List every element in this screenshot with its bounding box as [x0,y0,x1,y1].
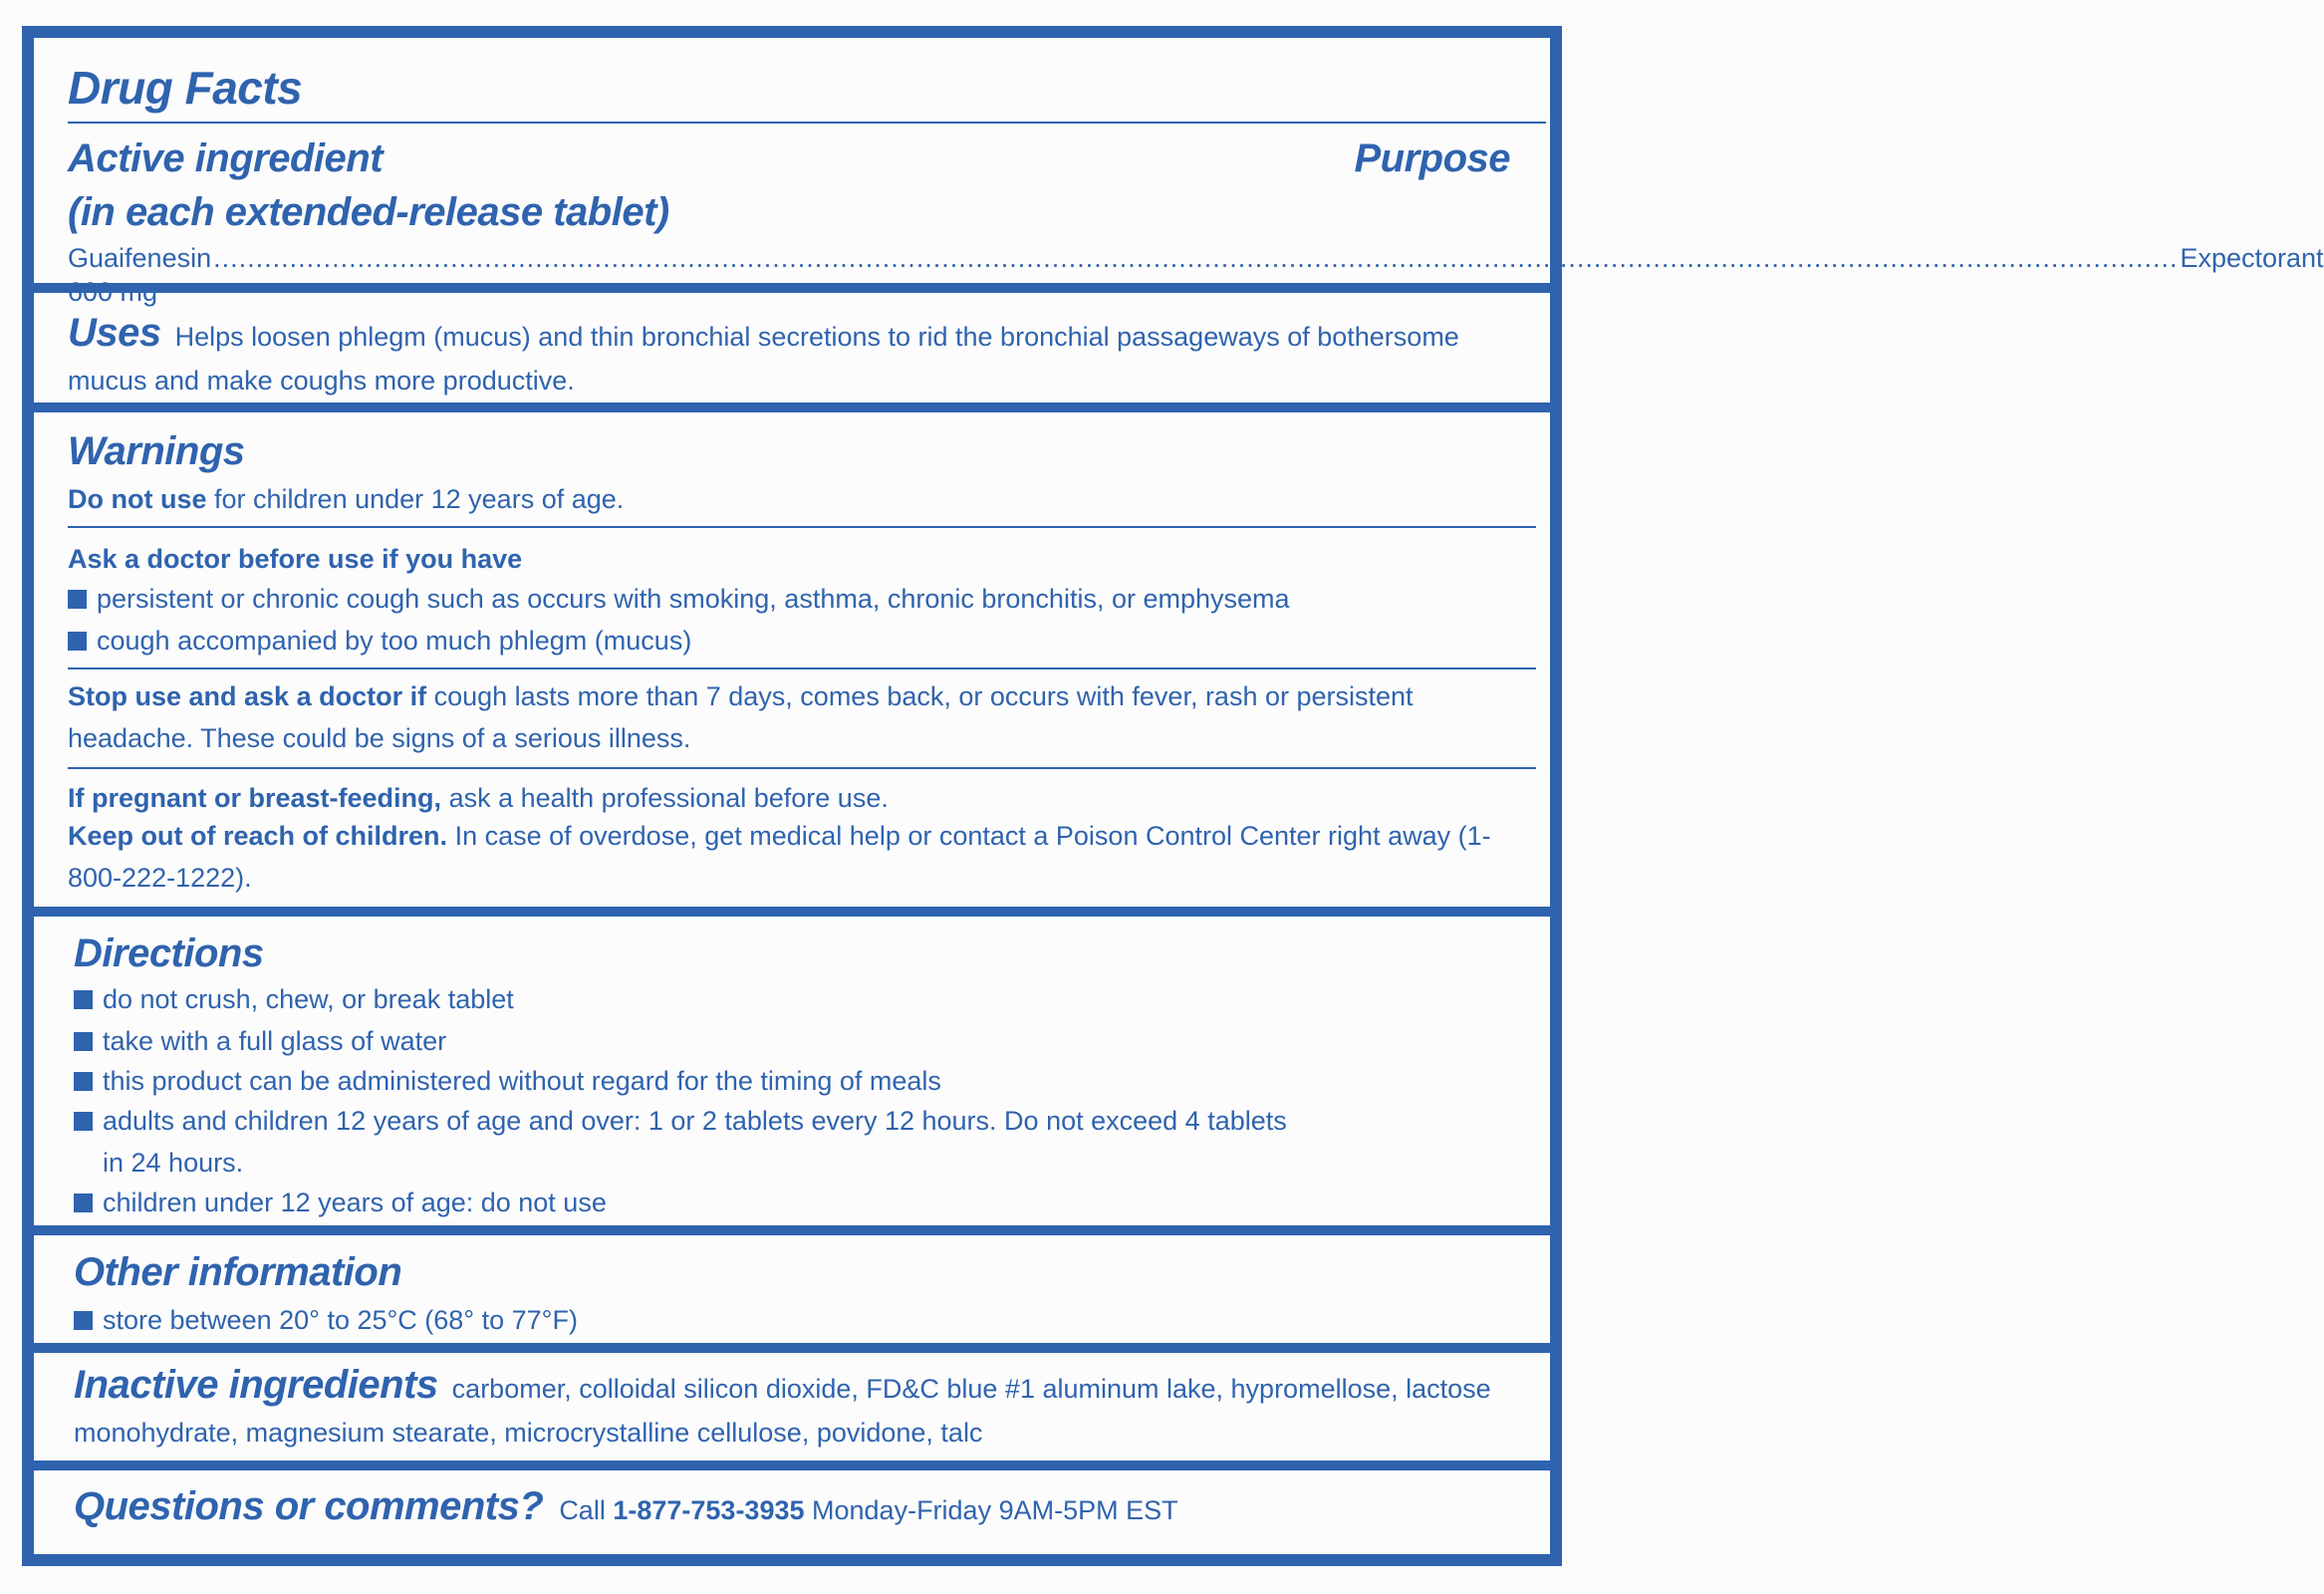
drug-facts-title: Drug Facts [68,62,303,114]
stop-use-paragraph [68,675,1430,759]
bullet-square-icon [74,1072,93,1091]
warnings-divider [68,767,1536,769]
ingredient-row [68,241,2324,309]
stop-use-text: cough lasts more than 7 days, comes back, or occurs with fever, rash or persistent headache. These could be signs of a serious illness. [68,681,1414,753]
bullet-square-icon [74,1311,93,1330]
do-not-use-label: Do not use [68,484,207,514]
questions-hours: Monday-Friday 9AM-5PM EST [812,1495,1178,1525]
other-info-item-text: store between 20° to 25°C (68° to 77°F) [103,1305,578,1335]
questions-heading: Questions or comments? [74,1484,544,1528]
do-not-use-line [68,482,1510,516]
section-divider [34,1343,1550,1353]
questions-line [74,1480,1510,1536]
direction-item [74,1024,1510,1058]
questions-call: Call [559,1495,606,1525]
keep-out-label: Keep out of reach of children. [68,821,448,851]
inactive-section [74,1363,1520,1455]
inactive-text: carbomer, colloidal silicon dioxide, FD&C blue #1 aluminum lake, hypromellose, lactose monohydrate, magnesium stearate, microcrystalline cellulose, povidone, talc [74,1374,1491,1448]
ask-doctor-item [68,582,1510,616]
section-divider [34,402,1550,412]
direction-item-text: this product can be administered without regard for the timing of meals [103,1066,941,1096]
ask-doctor-item-text: cough accompanied by too much phlegm (mucus) [97,626,692,656]
bullet-square-icon [74,1032,93,1051]
pregnant-line [68,781,1510,815]
ask-doctor-item [68,624,1510,658]
bullet-square-icon [68,590,87,609]
ingredient-name: Guaifenesin [68,243,212,273]
uses-section [68,311,1510,402]
section-divider [34,283,1550,293]
section-divider [34,1225,1550,1235]
warnings-heading: Warnings [68,429,245,473]
direction-item-text: children under 12 years of age: do not use [103,1188,607,1217]
purpose-heading: Purpose [1354,136,1510,180]
uses-text: Helps loosen phlegm (mucus) and thin bronchial secretions to rid the bronchial passageways of bothersome mucus and make coughs more productive. [68,322,1459,396]
section-divider [34,1461,1550,1470]
direction-item-text: adults and children 12 years of age and over: 1 or 2 tablets every 12 hours. Do not exceed 4 tablets [103,1106,1287,1136]
stop-use-label: Stop use and ask a doctor if [68,681,427,711]
ask-doctor-item-text: persistent or chronic cough such as occurs with smoking, asthma, chronic bronchitis, or emphysema [97,584,1290,614]
other-info-item [74,1303,1510,1337]
uses-heading: Uses [68,311,161,355]
phone-number[interactable]: 1-877-753-3935 [613,1495,805,1525]
direction-item [74,982,1510,1016]
inactive-heading: Inactive ingredients [74,1363,438,1407]
pregnant-label: If pregnant or breast-feeding, [68,783,442,813]
title-divider [68,122,1546,124]
keep-out-text: In case of overdose, get medical help or contact a Poison Control Center right away (1-800-222-1222). [68,821,1491,893]
active-ingredient-subheading: (in each extended-release tablet) [68,190,669,234]
direction-item [74,1104,1510,1138]
leader-dots: ........................................................................................................................................................................................................................................ [213,243,2179,273]
pregnant-text: ask a health professional before use. [448,783,889,813]
direction-item-text: take with a full glass of water [103,1026,447,1056]
keep-out-paragraph [68,815,1540,899]
do-not-use-text: for children under 12 years of age. [214,484,625,514]
warnings-divider [68,667,1536,669]
bullet-square-icon [74,1194,93,1212]
bullet-square-icon [68,632,87,651]
direction-item [74,1186,1510,1219]
ask-doctor-heading: Ask a doctor before use if you have [68,544,523,574]
bullet-square-icon [74,990,93,1009]
active-ingredient-heading: Active ingredient [68,136,384,180]
other-info-heading: Other information [74,1250,402,1294]
directions-heading: Directions [74,931,264,975]
bullet-square-icon [74,1112,93,1131]
direction-item-text: do not crush, chew, or break tablet [103,984,514,1014]
drug-facts-panel [22,26,2324,1566]
section-divider [34,907,1550,917]
ingredient-purpose: Expectorant [2180,243,2324,273]
direction-item [74,1064,1510,1098]
warnings-divider [68,526,1536,528]
direction-item-continuation: in 24 hours. [103,1148,244,1178]
